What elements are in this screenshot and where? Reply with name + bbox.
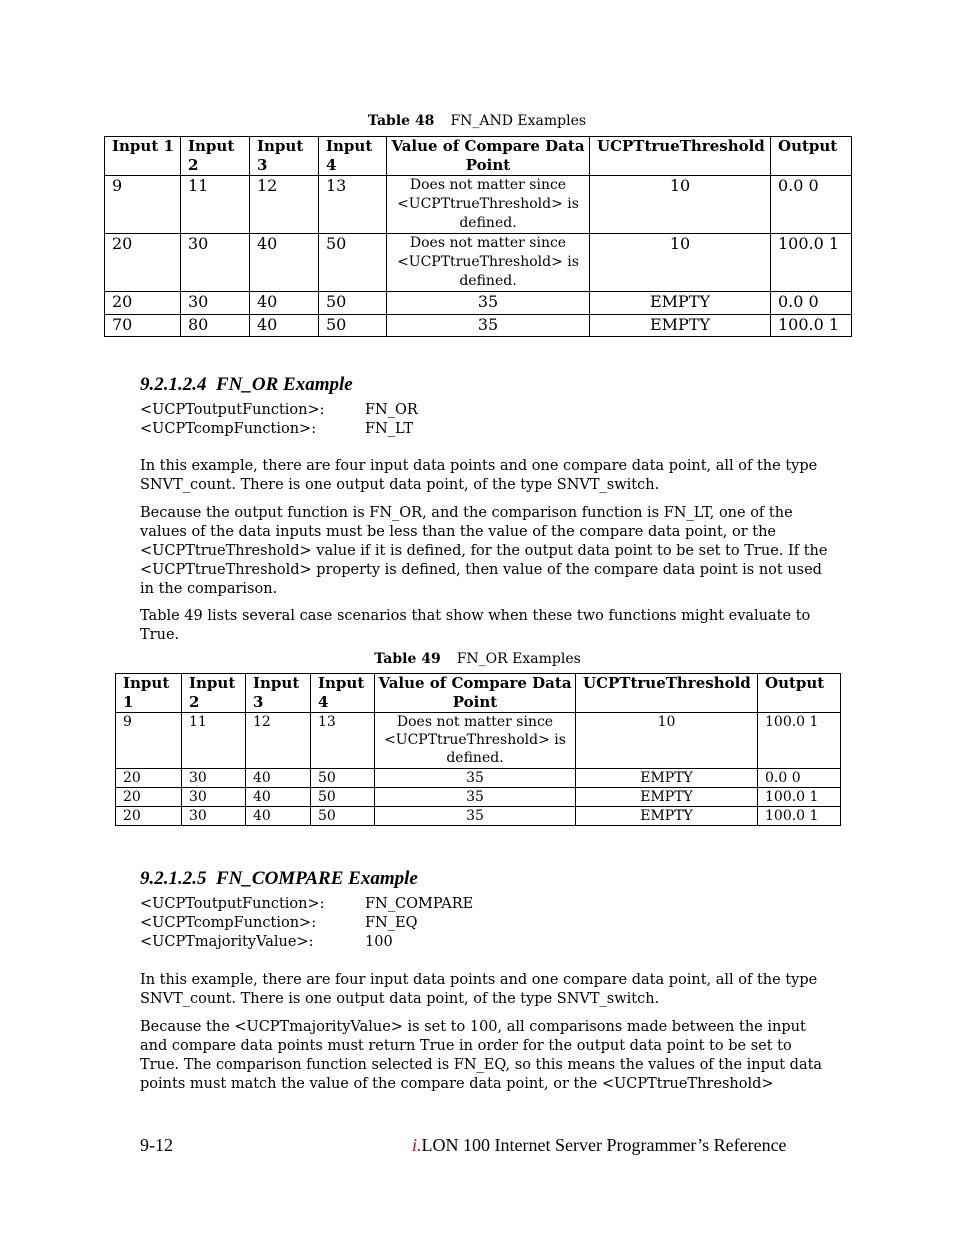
table-49-title: FN_OR Examples bbox=[456, 651, 581, 667]
parameter-key: <UCPTcompFunction>: bbox=[140, 421, 317, 437]
table-cell: 30 bbox=[181, 292, 250, 315]
table-cell: 12 bbox=[250, 176, 319, 234]
table-cell: 35 bbox=[375, 788, 576, 807]
table-48-label: Table 48 bbox=[367, 113, 435, 129]
table-cell: 50 bbox=[311, 807, 375, 826]
table-cell: 100.0 1 bbox=[771, 315, 852, 337]
paragraph: Because the output function is FN_OR, and the comparison function is FN_LT, one of the values of the data inputs must be less than the value of the compare data point, or the <UCPTtrueThreshold> value if it is defined, for the output data point to be set to True. If the <UCPTtrueThreshold> property is defined, then value of the compare data point is not used in the comparison. bbox=[140, 505, 828, 597]
section-heading-fn-or: 9.2.1.2.4 FN_OR Example bbox=[140, 374, 353, 395]
parameter-value: FN_COMPARE bbox=[365, 896, 474, 912]
table-cell: EMPTY bbox=[576, 769, 758, 788]
parameter-value: FN_LT bbox=[365, 421, 414, 437]
parameter-row bbox=[140, 420, 418, 439]
table-cell: 10 bbox=[576, 713, 758, 769]
table-cell: EMPTY bbox=[576, 807, 758, 826]
parameter-key: <UCPTcompFunction>: bbox=[140, 915, 317, 931]
parameter-row bbox=[140, 933, 473, 952]
table-48 bbox=[104, 136, 852, 337]
table-cell: 100.0 1 bbox=[758, 807, 841, 826]
table-48-header: Input 2 bbox=[181, 137, 250, 176]
table-row bbox=[105, 292, 852, 315]
table-49 bbox=[115, 673, 841, 826]
table-cell: 50 bbox=[311, 788, 375, 807]
parameter-key: <UCPTmajorityValue>: bbox=[140, 934, 314, 950]
table-49-label: Table 49 bbox=[374, 651, 441, 667]
table-cell: 0.0 0 bbox=[758, 769, 841, 788]
table-48-header: Value of Compare Data Point bbox=[387, 137, 590, 176]
table-48-header-row bbox=[105, 137, 852, 176]
parameter-value: FN_OR bbox=[365, 402, 418, 418]
table-cell: 11 bbox=[182, 713, 246, 769]
table-cell: 10 bbox=[590, 176, 771, 234]
table-row bbox=[105, 176, 852, 234]
paragraph: In this example, there are four input data points and one compare data point, all of the type SNVT_count. There is one output data point, of the type SNVT_switch. bbox=[140, 972, 818, 1007]
table-48-header: Input 1 bbox=[105, 137, 181, 176]
table-49-header: Input 2 bbox=[182, 674, 246, 713]
table-cell: 20 bbox=[105, 292, 181, 315]
table-cell: 0.0 0 bbox=[771, 176, 852, 234]
table-cell: 100.0 1 bbox=[758, 788, 841, 807]
table-49-header: Input 4 bbox=[311, 674, 375, 713]
table-cell: Does not matter since <UCPTtrueThreshold> is defined. bbox=[387, 234, 590, 292]
table-cell: 35 bbox=[387, 292, 590, 315]
table-cell: 40 bbox=[250, 315, 319, 337]
table-cell: 30 bbox=[182, 788, 246, 807]
table-row bbox=[105, 234, 852, 292]
table-cell: 40 bbox=[246, 788, 311, 807]
table-cell: Does not matter since <UCPTtrueThreshold> is defined. bbox=[387, 176, 590, 234]
paragraph: Table 49 lists several case scenarios that show when these two functions might evaluate to True. bbox=[140, 608, 811, 643]
table-cell: 0.0 0 bbox=[771, 292, 852, 315]
table-cell: 35 bbox=[387, 315, 590, 337]
section-heading-fn-compare: 9.2.1.2.5 FN_COMPARE Example bbox=[140, 868, 418, 889]
table-49-header: Value of Compare Data Point bbox=[375, 674, 576, 713]
table-cell: 35 bbox=[375, 807, 576, 826]
page-number: 9-12 bbox=[140, 1135, 173, 1155]
parameter-row bbox=[140, 895, 473, 914]
table-cell: 80 bbox=[181, 315, 250, 337]
table-row bbox=[116, 769, 841, 788]
table-48-header: Output bbox=[771, 137, 852, 176]
parameter-value: FN_EQ bbox=[365, 915, 418, 931]
table-cell: 50 bbox=[319, 315, 387, 337]
table-49-header: UCPTtrueThreshold bbox=[576, 674, 758, 713]
table-48-header: Input 4 bbox=[319, 137, 387, 176]
table-cell: 20 bbox=[116, 807, 182, 826]
footer-title bbox=[412, 1135, 787, 1156]
table-cell: 13 bbox=[319, 176, 387, 234]
paragraph: Because the <UCPTmajorityValue> is set to 100, all comparisons made between the input and compare data points must return True in order for the output data point to be set to True. The comparison function selected is FN_EQ, so this means the values of the input data points must match the value of the compare data point, or the <UCPTtrueThreshold> bbox=[140, 1019, 823, 1092]
footer-title-text: LON 100 Internet Server Programmer’s Reference bbox=[421, 1135, 787, 1155]
table-cell: 50 bbox=[319, 234, 387, 292]
table-cell: 50 bbox=[319, 292, 387, 315]
table-49-header: Input 3 bbox=[246, 674, 311, 713]
table-48-title: FN_AND Examples bbox=[450, 113, 587, 129]
table-cell: 70 bbox=[105, 315, 181, 337]
table-cell: EMPTY bbox=[590, 292, 771, 315]
parameter-row bbox=[140, 914, 473, 933]
table-cell: 100.0 1 bbox=[758, 713, 841, 769]
parameter-row bbox=[140, 401, 418, 420]
table-row bbox=[116, 713, 841, 769]
table-row bbox=[116, 788, 841, 807]
table-cell: 9 bbox=[105, 176, 181, 234]
parameter-key: <UCPToutputFunction>: bbox=[140, 402, 325, 418]
table-cell: 20 bbox=[105, 234, 181, 292]
table-49-caption bbox=[115, 651, 840, 667]
table-cell: 30 bbox=[182, 769, 246, 788]
table-cell: 40 bbox=[250, 234, 319, 292]
table-48-header: UCPTtrueThreshold bbox=[590, 137, 771, 176]
table-cell: 100.0 1 bbox=[771, 234, 852, 292]
brand-prefix: i. bbox=[412, 1135, 422, 1155]
table-cell: EMPTY bbox=[590, 315, 771, 337]
parameter-value: 100 bbox=[365, 934, 393, 950]
table-48-header: Input 3 bbox=[250, 137, 319, 176]
table-49-header: Output bbox=[758, 674, 841, 713]
parameter-list bbox=[140, 401, 418, 439]
table-cell: EMPTY bbox=[576, 788, 758, 807]
table-48-caption bbox=[104, 113, 850, 129]
table-cell: 11 bbox=[181, 176, 250, 234]
table-49-header-row bbox=[116, 674, 841, 713]
table-cell: 10 bbox=[590, 234, 771, 292]
table-cell: 35 bbox=[375, 769, 576, 788]
table-cell: 9 bbox=[116, 713, 182, 769]
table-row bbox=[116, 807, 841, 826]
table-cell: 50 bbox=[311, 769, 375, 788]
table-cell: 30 bbox=[181, 234, 250, 292]
table-cell: 12 bbox=[246, 713, 311, 769]
table-cell: 20 bbox=[116, 788, 182, 807]
paragraph: In this example, there are four input data points and one compare data point, all of the type SNVT_count. There is one output data point, of the type SNVT_switch. bbox=[140, 458, 818, 493]
parameter-list bbox=[140, 895, 473, 952]
parameter-key: <UCPToutputFunction>: bbox=[140, 896, 325, 912]
table-cell: Does not matter since <UCPTtrueThreshold> is defined. bbox=[375, 713, 576, 769]
table-cell: 40 bbox=[246, 769, 311, 788]
table-cell: 13 bbox=[311, 713, 375, 769]
table-49-header: Input 1 bbox=[116, 674, 182, 713]
table-row bbox=[105, 315, 852, 337]
table-cell: 40 bbox=[250, 292, 319, 315]
table-cell: 30 bbox=[182, 807, 246, 826]
table-cell: 20 bbox=[116, 769, 182, 788]
table-cell: 40 bbox=[246, 807, 311, 826]
